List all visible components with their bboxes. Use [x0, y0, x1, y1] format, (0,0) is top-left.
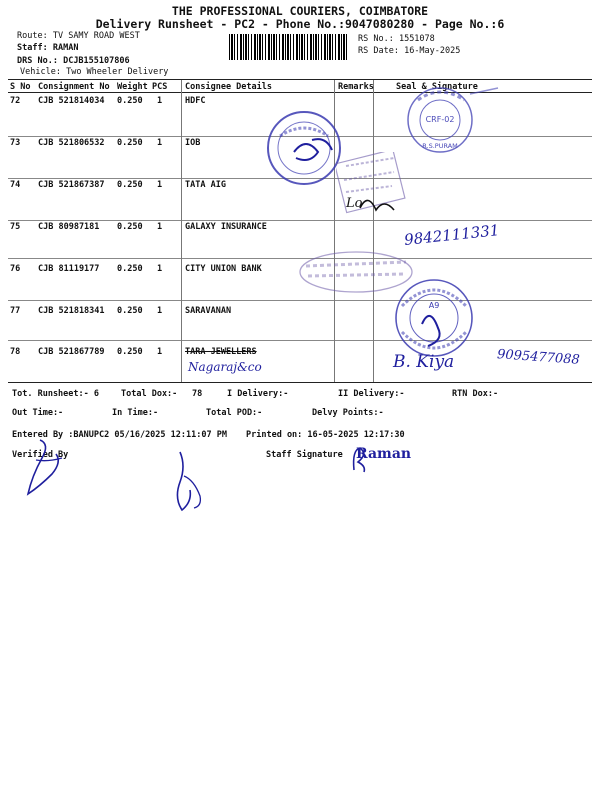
i-delivery-label: I Delivery:-	[227, 389, 289, 399]
drs-value: DCJB155107806	[63, 56, 130, 66]
row-divider	[8, 220, 592, 221]
cell-sno: 72	[10, 96, 21, 106]
tot-runsheet-value: 6	[93, 389, 100, 399]
cell-consignment: CJB 521818341	[38, 306, 105, 316]
printed-on-label: Printed on:	[246, 430, 303, 440]
cell-weight: 0.250	[117, 347, 143, 357]
saravanan-seal-stamp	[388, 276, 484, 362]
cell-consignee: IOB	[185, 138, 201, 148]
cell-consignment: CJB 80987181	[38, 222, 100, 232]
staff-label: Staff:	[17, 43, 48, 53]
cell-pcs: 1	[157, 96, 163, 106]
tot-runsheet-label: Tot. Runsheet:-	[12, 389, 89, 399]
drs-line	[17, 56, 130, 66]
ii-delivery-label: II Delivery:-	[338, 389, 405, 399]
staff-signature-raman: Raman	[356, 446, 412, 462]
col-header-weight: Weight	[117, 82, 148, 92]
cell-pcs: 1	[157, 222, 163, 232]
total-dox-label: Total Dox:-	[121, 389, 178, 399]
rs-date-label: RS Date:	[358, 46, 399, 56]
rs-no-line	[358, 34, 435, 44]
cell-consignment: CJB 521814034	[38, 96, 105, 106]
company-title: THE PROFESSIONAL COURIERS, COIMBATORE	[171, 4, 429, 18]
table-bottom-rule	[8, 382, 592, 383]
col-header-consignment: Consignment No	[38, 82, 110, 92]
out-time-label: Out Time:-	[12, 408, 64, 418]
cell-consignee: GALAXY INSURANCE	[185, 222, 267, 232]
total-dox-value: 78	[192, 389, 203, 399]
rs-date-line	[358, 46, 460, 56]
col-divider	[373, 80, 374, 382]
handwritten-kiya-signature: B. Kiya	[393, 352, 455, 372]
handwritten-nagaraj: Nagaraj&co	[188, 360, 262, 374]
route-label: Route:	[17, 31, 48, 41]
vehicle-label: Vehicle:	[20, 67, 61, 77]
cell-consignment: CJB 521806532	[38, 138, 105, 148]
saravanan-stamp-center: A9	[428, 301, 440, 310]
cell-pcs: 1	[157, 347, 163, 357]
drs-label: DRS No.:	[17, 56, 58, 66]
route-line	[17, 31, 140, 41]
second-signature	[164, 446, 212, 516]
vehicle-value: Two Wheeler Delivery	[66, 67, 169, 77]
cell-sno: 76	[10, 264, 21, 274]
cell-consignee: HDFC	[185, 96, 206, 106]
delvy-points-label: Delvy Points:-	[312, 408, 384, 418]
verifier-signature	[22, 436, 72, 500]
cell-pcs: 1	[157, 264, 163, 274]
cell-pcs: 1	[157, 180, 163, 190]
printed-on-line	[246, 430, 405, 440]
rs-date-value: 16-May-2025	[404, 46, 461, 56]
col-divider	[181, 80, 182, 382]
handwritten-phone-1: 9842111331	[403, 221, 501, 249]
table-top-rule	[8, 79, 592, 80]
col-header-consignee: Consignee Details	[185, 82, 272, 92]
barcode	[229, 34, 349, 60]
total-pod-label: Total POD:-	[206, 408, 263, 418]
hdfc-stamp-bottom: R.S.PURAM	[422, 142, 458, 150]
staff-signature-flourish	[348, 444, 388, 474]
cell-weight: 0.250	[117, 96, 143, 106]
tot-runsheet-line	[12, 389, 99, 399]
route-value: TV SAMY ROAD WEST	[52, 31, 140, 41]
entered-by-value: BANUPC2 05/16/2025 12:11:07 PM	[73, 430, 227, 440]
rs-no-label: RS No.:	[358, 34, 394, 44]
staff-signature-label: Staff Signature	[266, 450, 343, 460]
cell-sno: 78	[10, 347, 21, 357]
cell-consignment: CJB 521867387	[38, 180, 105, 190]
printed-on-value: 16-05-2025 12:17:30	[307, 430, 405, 440]
hdfc-seal-stamp	[398, 82, 508, 162]
cell-consignee: CITY UNION BANK	[185, 264, 262, 274]
handwritten-phone-2: 9095477088	[496, 347, 581, 368]
cell-pcs: 1	[157, 138, 163, 148]
col-header-seal: Seal & Signature	[396, 82, 478, 92]
verified-by-label: Verified By	[12, 450, 69, 460]
cell-weight: 0.250	[117, 264, 143, 274]
rtn-dox-label: RTN Dox:-	[452, 389, 499, 399]
row-divider	[8, 300, 592, 301]
hdfc-stamp-center: CRF-02	[425, 115, 455, 124]
col-header-sno: S No	[10, 82, 31, 92]
col-header-remarks: Remarks	[338, 82, 374, 92]
cell-sno: 74	[10, 180, 21, 190]
in-time-label: In Time:-	[112, 408, 159, 418]
cell-weight: 0.250	[117, 306, 143, 316]
cell-weight: 0.250	[117, 222, 143, 232]
runsheet-subtitle: Delivery Runsheet - PC2 - Phone No.:9047080280 - Page No.:6	[95, 17, 505, 31]
staff-value: RAMAN	[52, 43, 79, 53]
tata-aig-signature-text: Lo	[346, 196, 363, 211]
row-divider	[8, 340, 592, 341]
cell-consignee: TATA AIG	[185, 180, 226, 190]
staff-line	[17, 43, 78, 53]
cell-weight: 0.250	[117, 138, 143, 148]
iob-seal-stamp	[266, 106, 346, 190]
cell-consignee: SARAVANAN	[185, 306, 232, 316]
cell-consignment: CJB 521867789	[38, 347, 105, 357]
cell-pcs: 1	[157, 306, 163, 316]
rs-no-value: 1551078	[398, 34, 435, 44]
entered-by-label: Entered By :	[12, 430, 74, 440]
cell-consignee: TARA JEWELLERS	[185, 347, 257, 357]
tata-aig-stamp	[336, 152, 408, 222]
cell-sno: 73	[10, 138, 21, 148]
cell-sno: 77	[10, 306, 21, 316]
col-header-pcs: PCS	[152, 82, 168, 92]
vehicle-line	[20, 67, 168, 77]
cell-consignment: CJB 81119177	[38, 264, 100, 274]
cell-sno: 75	[10, 222, 21, 232]
cell-weight: 0.250	[117, 180, 143, 190]
